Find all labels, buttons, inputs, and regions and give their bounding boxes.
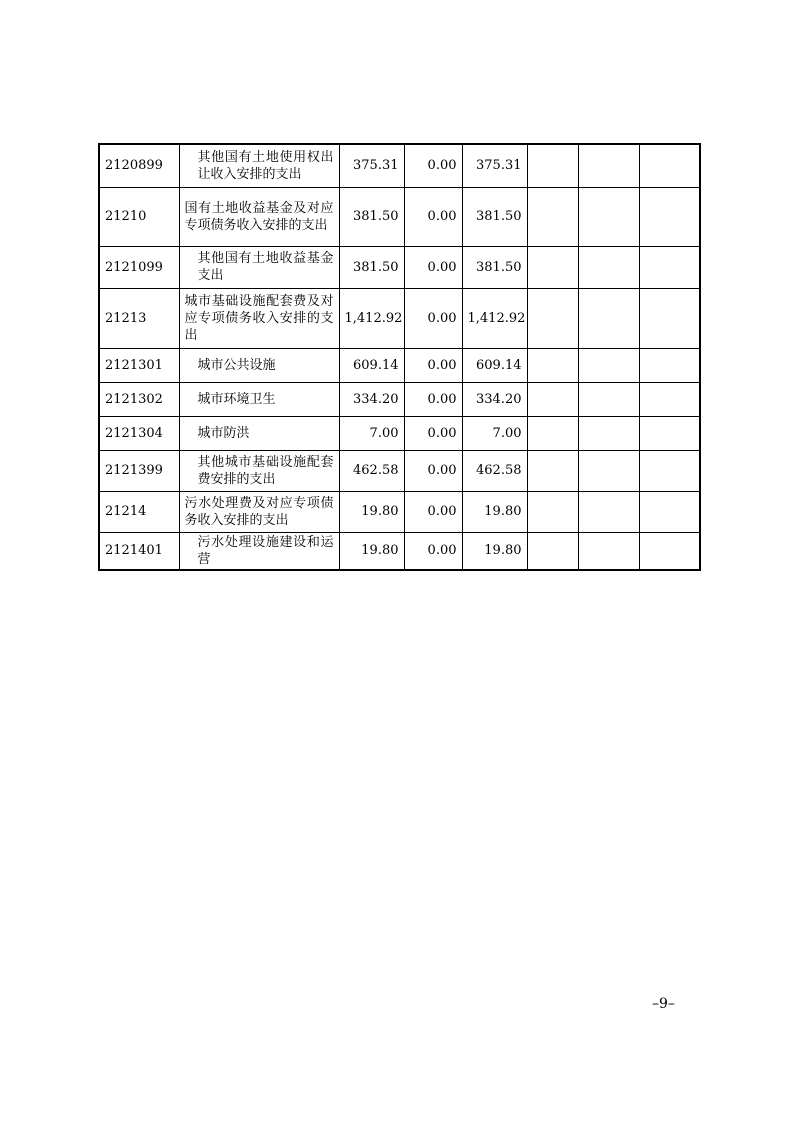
row-value-3: 19.80 xyxy=(462,491,527,532)
row-value-2: 0.00 xyxy=(404,246,462,288)
row-name: 城市环境卫生 xyxy=(179,382,339,416)
row-value-2: 0.00 xyxy=(404,416,462,450)
row-code: 21210 xyxy=(99,187,179,246)
row-value-5 xyxy=(578,246,639,288)
row-value-4 xyxy=(527,491,578,532)
row-value-5 xyxy=(578,450,639,491)
row-value-6 xyxy=(639,532,700,570)
table-row xyxy=(99,532,700,570)
row-value-2: 0.00 xyxy=(404,187,462,246)
row-code: 21213 xyxy=(99,288,179,348)
row-value-2: 0.00 xyxy=(404,450,462,491)
row-value-3: 381.50 xyxy=(462,246,527,288)
row-code: 2121301 xyxy=(99,348,179,382)
row-value-6 xyxy=(639,246,700,288)
row-value-6 xyxy=(639,187,700,246)
row-value-1: 462.58 xyxy=(339,450,404,491)
row-value-6 xyxy=(639,450,700,491)
row-value-3: 609.14 xyxy=(462,348,527,382)
row-value-1: 334.20 xyxy=(339,382,404,416)
row-value-3: 375.31 xyxy=(462,144,527,187)
row-name: 其他国有土地收益基金支出 xyxy=(179,246,339,288)
row-value-1: 375.31 xyxy=(339,144,404,187)
table-row xyxy=(99,491,700,532)
row-value-5 xyxy=(578,288,639,348)
row-name: 其他城市基础设施配套费安排的支出 xyxy=(179,450,339,491)
table-row xyxy=(99,450,700,491)
row-value-4 xyxy=(527,416,578,450)
row-value-3: 462.58 xyxy=(462,450,527,491)
row-value-2: 0.00 xyxy=(404,288,462,348)
row-code: 21214 xyxy=(99,491,179,532)
row-value-6 xyxy=(639,288,700,348)
row-value-3: 19.80 xyxy=(462,532,527,570)
row-code: 2121399 xyxy=(99,450,179,491)
row-value-4 xyxy=(527,288,578,348)
row-code: 2121304 xyxy=(99,416,179,450)
table-row xyxy=(99,348,700,382)
table-row xyxy=(99,288,700,348)
row-name: 国有土地收益基金及对应专项债务收入安排的支出 xyxy=(179,187,339,246)
row-value-5 xyxy=(578,491,639,532)
row-value-6 xyxy=(639,144,700,187)
row-name: 污水处理设施建设和运营 xyxy=(179,532,339,570)
row-value-3: 7.00 xyxy=(462,416,527,450)
row-value-1: 7.00 xyxy=(339,416,404,450)
row-code: 2121099 xyxy=(99,246,179,288)
row-value-5 xyxy=(578,348,639,382)
row-value-6 xyxy=(639,416,700,450)
row-value-6 xyxy=(639,382,700,416)
row-value-6 xyxy=(639,491,700,532)
page-number: –9– xyxy=(652,996,675,1012)
row-value-5 xyxy=(578,382,639,416)
row-value-2: 0.00 xyxy=(404,491,462,532)
row-value-4 xyxy=(527,348,578,382)
row-value-4 xyxy=(527,382,578,416)
table-row xyxy=(99,187,700,246)
row-value-2: 0.00 xyxy=(404,144,462,187)
table-row xyxy=(99,144,700,187)
row-name: 城市基础设施配套费及对应专项债务收入安排的支出 xyxy=(179,288,339,348)
row-value-3: 334.20 xyxy=(462,382,527,416)
row-value-1: 19.80 xyxy=(339,491,404,532)
table-row xyxy=(99,382,700,416)
row-code: 2121401 xyxy=(99,532,179,570)
row-value-1: 19.80 xyxy=(339,532,404,570)
row-name: 其他国有土地使用权出让收入安排的支出 xyxy=(179,144,339,187)
budget-table xyxy=(98,143,701,571)
table-row xyxy=(99,416,700,450)
row-value-5 xyxy=(578,187,639,246)
row-name: 城市公共设施 xyxy=(179,348,339,382)
row-value-2: 0.00 xyxy=(404,532,462,570)
row-value-5 xyxy=(578,416,639,450)
row-value-3: 381.50 xyxy=(462,187,527,246)
row-value-1: 1,412.92 xyxy=(339,288,404,348)
table-row xyxy=(99,246,700,288)
row-value-2: 0.00 xyxy=(404,348,462,382)
row-value-3: 1,412.92 xyxy=(462,288,527,348)
row-code: 2121302 xyxy=(99,382,179,416)
row-value-1: 381.50 xyxy=(339,187,404,246)
row-value-4 xyxy=(527,532,578,570)
row-value-4 xyxy=(527,450,578,491)
row-value-5 xyxy=(578,144,639,187)
row-name: 污水处理费及对应专项债务收入安排的支出 xyxy=(179,491,339,532)
row-value-6 xyxy=(639,348,700,382)
row-value-4 xyxy=(527,187,578,246)
row-value-2: 0.00 xyxy=(404,382,462,416)
row-value-4 xyxy=(527,144,578,187)
row-value-4 xyxy=(527,246,578,288)
row-value-5 xyxy=(578,532,639,570)
row-value-1: 381.50 xyxy=(339,246,404,288)
row-code: 2120899 xyxy=(99,144,179,187)
row-name: 城市防洪 xyxy=(179,416,339,450)
row-value-1: 609.14 xyxy=(339,348,404,382)
